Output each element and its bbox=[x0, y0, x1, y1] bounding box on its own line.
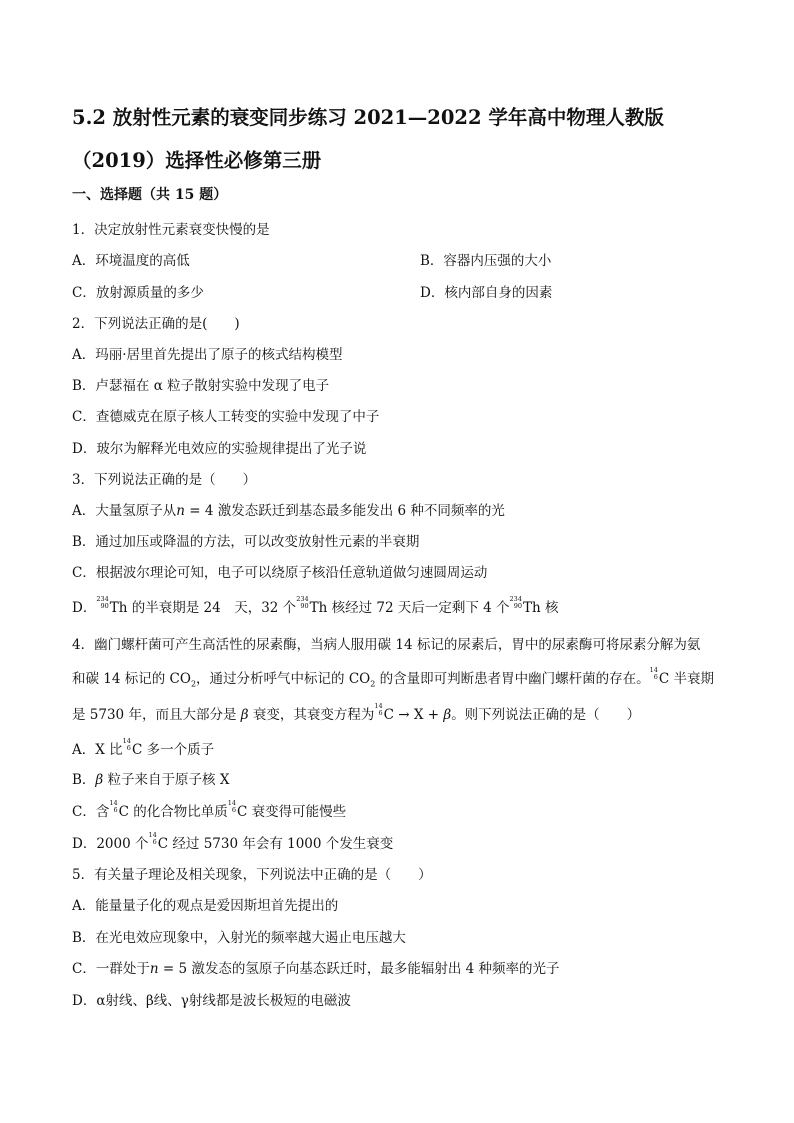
q4-option-b: B．β 粒子来自于原子核 X bbox=[72, 772, 230, 788]
q4-option-c: C．含14 6C 的化合物比单质14 6C 衰变得可能慢些 bbox=[72, 799, 347, 820]
section-heading: 一、选择题（共 15 题） bbox=[72, 187, 228, 203]
question-1-options-row-2 bbox=[72, 281, 732, 301]
q3-option-b: B．通过加压或降温的方法，可以改变放射性元素的半衰期 bbox=[72, 534, 420, 550]
q2-option-a: A．玛丽·居里首先提出了原子的核式结构模型 bbox=[72, 347, 343, 363]
q2-option-d: D．玻尔为解释光电效应的实验规律提出了光子说 bbox=[72, 441, 367, 457]
q1-option-b: B．容器内压强的大小 bbox=[420, 253, 552, 269]
question-5-stem: 5．有关量子理论及相关现象，下列说法中正确的是（ ） bbox=[72, 867, 432, 883]
question-1-stem: 1．决定放射性元素衰变快慢的是 bbox=[72, 222, 270, 238]
document-title-line-2: （2019）选择性必修第三册 bbox=[72, 149, 322, 172]
q1-option-d: D．核内部自身的因素 bbox=[420, 285, 553, 301]
question-4-stem-line-3: 是 5730 年，而且大部分是 β 衰变，其衰变方程为14 6C → X + β。则下列说法正确的是（ ） bbox=[72, 702, 641, 723]
question-2-stem: 2．下列说法正确的是( ) bbox=[72, 316, 240, 332]
q4-option-d: D．2000 个14 6C 经过 5730 年会有 1000 个发生衰变 bbox=[72, 831, 394, 852]
question-4-stem-line-1: 4．幽门螺杆菌可产生高活性的尿素酶，当病人服用碳 14 标记的尿素后，胃中的尿素酶可将尿素分解为氨 bbox=[72, 637, 701, 653]
q3-option-a: A．大量氢原子从n = 4 激发态跃迁到基态最多能发出 6 种不同频率的光 bbox=[72, 503, 505, 519]
q2-option-c: C．查德威克在原子核人工转变的实验中发现了中子 bbox=[72, 409, 380, 425]
q5-option-a: A．能量量子化的观点是爱因斯坦首先提出的 bbox=[72, 898, 339, 914]
carbon-14-notation: 14 6 bbox=[649, 666, 658, 681]
thorium-isotope-notation: 234 90 bbox=[96, 595, 109, 610]
document-title-line-1: 5.2 放射性元素的衰变同步练习 2021—2022 学年高中物理人教版 bbox=[72, 106, 664, 129]
q3-option-d: D．234 90Th 的半衰期是 24 天，32 个234 90Th 核经过 72 天后一定剩下 4 个234 90Th 核 bbox=[72, 595, 559, 616]
q2-option-b: B．卢瑟福在 α 粒子散射实验中发现了电子 bbox=[72, 378, 330, 394]
question-1-options-row-1 bbox=[72, 249, 732, 269]
q1-option-c: C．放射源质量的多少 bbox=[72, 285, 204, 301]
q5-option-c: C．一群处于n = 5 激发态的氢原子向基态跃迁时，最多能辐射出 4 种频率的光子 bbox=[72, 961, 560, 977]
question-3-stem: 3．下列说法正确的是（ ） bbox=[72, 472, 257, 488]
q3-option-c: C．根据波尔理论可知，电子可以绕原子核沿任意轨道做匀速圆周运动 bbox=[72, 565, 488, 581]
q1-option-a: A．环境温度的高低 bbox=[72, 253, 190, 269]
q5-option-d: D．α射线、β线、γ射线都是波长极短的电磁波 bbox=[72, 993, 351, 1009]
question-4-stem-line-2: 和碳 14 标记的 $CO_2$，通过分析呼气中标记的 $CO_2$ 的含量即可判断患者胃中幽门螺杆菌的存在。14 6C 半衰期 bbox=[72, 666, 715, 689]
q4-option-a: A．X 比14 6C 多一个质子 bbox=[72, 737, 215, 758]
q5-option-b: B．在光电效应现象中，入射光的频率越大遏止电压越大 bbox=[72, 930, 406, 946]
